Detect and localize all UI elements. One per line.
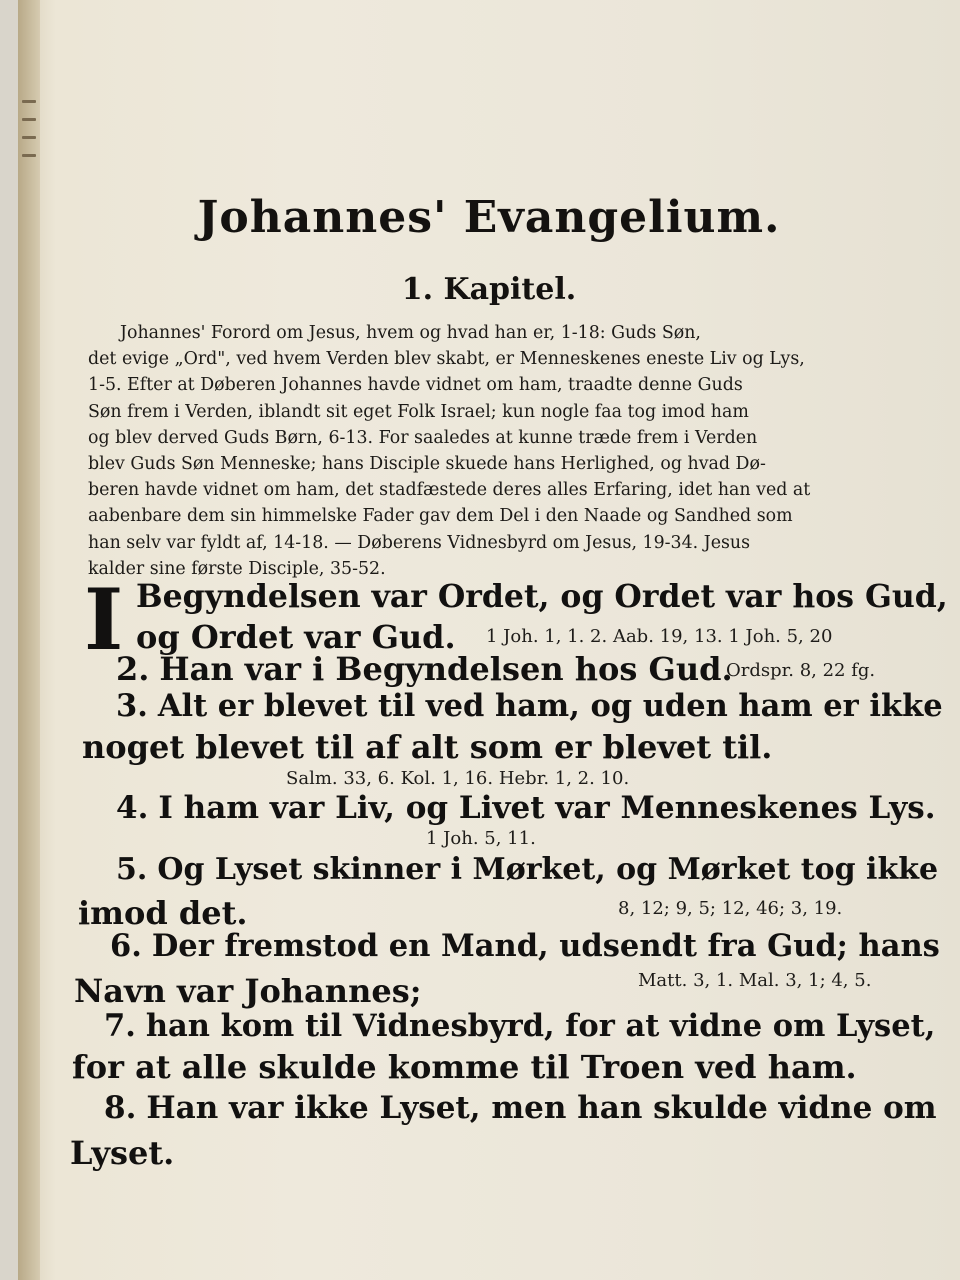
verse-6-reference: Matt. 3, 1. Mal. 3, 1; 4, 5. [638,970,872,991]
verse-1-line-1: Begyndelsen var Ordet, og Ordet var hos Gud, [136,578,948,615]
verse-number: 5. [116,852,148,887]
verse-number: 3. [116,688,148,724]
verse-number: 4. [116,790,149,826]
chapter-summary [88,320,880,582]
verse-1-reference: 1 Joh. 1, 1. 2. Aab. 19, 13. 1 Joh. 5, 20 [486,626,833,647]
summary-line: blev Guds Søn Menneske; hans Disciple skuede hans Herlighed, og hvad Dø- [88,454,766,475]
verse-2 [116,650,733,688]
chapter-heading: 1. Kapitel. [401,272,577,307]
verse-3-line-2: noget blevet til af alt som er blevet til. [82,728,773,766]
summary-line: 1-5. Efter at Døberen Johannes havde vidnet om ham, traadte denne Guds [88,375,743,396]
verse-5-reference: 8, 12; 9, 5; 12, 46; 3, 19. [618,898,843,919]
verse-8-line-1 [104,1090,937,1126]
verse-5-line-1 [116,852,938,887]
verse-text: Han var ikke Lyset, men han skulde vidne om [146,1090,937,1126]
summary-line: det evige „Ord", ved hvem Verden blev skabt, er Menneskenes eneste Liv og Lys, [88,349,805,370]
page-title: Johannes' Evangelium. [197,192,781,243]
verse-text: Og Lyset skinner i Mørket, og Mørket tog ikke [157,852,939,887]
binding-stitch [22,136,36,139]
summary-line: Søn frem i Verden, iblandt sit eget Folk Israel; kun nogle faa tog imod ham [88,401,749,422]
verse-3-reference: Salm. 33, 6. Kol. 1, 16. Hebr. 1, 2. 10. [286,768,630,789]
verse-3-line-1 [116,688,943,724]
verse-text: Han var i Begyndelsen hos Gud. [159,650,733,688]
verse-text: han kom til Vidnesbyrd, for at vidne om Lyset, [145,1008,936,1044]
verse-text: Alt er blevet til ved ham, og uden ham er ikke [157,688,943,724]
verse-8-line-2: Lyset. [70,1134,175,1172]
summary-line: aabenbare dem sin himmelske Fader gav dem Del i den Naade og Sandhed som [88,506,793,527]
binding-stitch [22,154,36,157]
book-page [18,0,960,1280]
verse-4-reference: 1 Joh. 5, 11. [426,828,536,849]
verse-text: I ham var Liv, og Livet var Menneskenes Lys. [158,790,936,826]
verse-1-line-2: og Ordet var Gud. [136,618,456,656]
verse-number: 2. [116,650,150,688]
binding-stitch [22,100,36,103]
summary-line: kalder sine første Disciple, 35-52. [88,558,386,579]
verse-number: 6. [110,928,142,964]
verse-6-line-2: Navn var Johannes; [74,972,422,1010]
verse-number: 8. [104,1090,137,1126]
verse-4 [116,790,936,826]
summary-line: og blev derved Guds Børn, 6-13. For saaledes at kunne træde frem i Verden [88,427,758,448]
verse-number: 7. [104,1008,136,1044]
summary-line: beren havde vidnet om ham, det stadfæstede deres alles Erfaring, idet han ved at [88,480,811,501]
binding-stitch [22,118,36,121]
verse-text: Der fremstod en Mand, udsendt fra Gud; hans [151,928,940,964]
verse-2-reference: Ordspr. 8, 22 fg. [726,660,876,681]
verse-6-line-1 [110,928,940,964]
summary-line: han selv var fyldt af, 14-18. — Døberens Vidnesbyrd om Jesus, 19-34. Jesus [88,532,751,553]
verse-7-line-2: for at alle skulde komme til Troen ved ham. [72,1048,857,1086]
summary-line: Johannes' Forord om Jesus, hvem og hvad han er, 1-18: Guds Søn, [120,323,701,343]
verse-5-line-2: imod det. [78,894,248,932]
verse-1-dropcap: I [84,570,124,669]
verse-7-line-1 [104,1008,935,1044]
